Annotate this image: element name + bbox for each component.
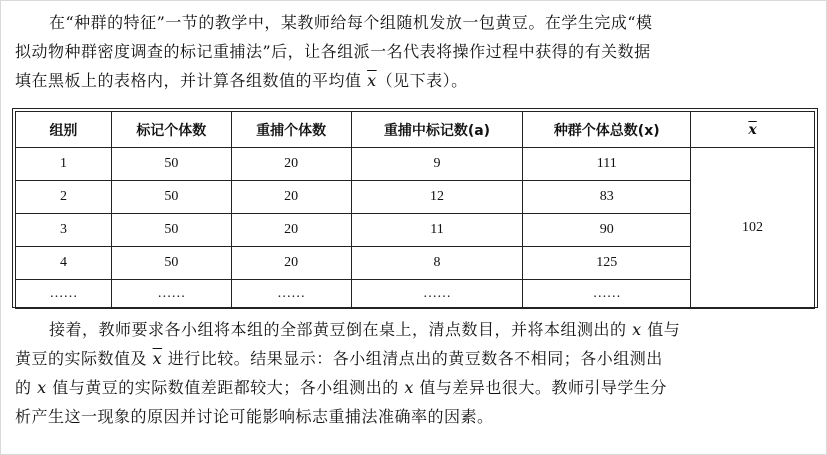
header-total: 种群个体总数(x) — [523, 112, 691, 148]
mean-symbol: $\overline{x}$ — [152, 349, 163, 368]
x-symbol: x — [632, 320, 642, 339]
data-table — [15, 111, 815, 309]
header-marked-in-recapture: 重捕中标记数(a) — [351, 112, 523, 148]
cell-mean: 102 — [691, 148, 815, 309]
cell-marked: 50 — [111, 247, 231, 280]
cell-marked-in-recapture: 12 — [351, 181, 523, 214]
cell-group: 3 — [16, 214, 112, 247]
cell-marked-in-recapture: …… — [351, 280, 523, 309]
intro-line-3 — [15, 66, 815, 95]
cell-group: …… — [16, 280, 112, 309]
cell-marked-in-recapture: 8 — [351, 247, 523, 280]
cell-total: …… — [523, 280, 691, 309]
cell-recaptured: 20 — [231, 247, 351, 280]
cell-total: 125 — [523, 247, 691, 280]
outro-line-3 — [15, 373, 815, 402]
table-header-row — [16, 112, 815, 148]
outro-line-3-text: 的 — [15, 378, 38, 397]
intro-line-2: 拟动物种群密度调查的标记重捕法”后，让各组派一名代表将操作过程中获得的有关数据 — [15, 42, 651, 61]
header-mean: $\overline{x}$ — [691, 112, 815, 148]
cell-recaptured: 20 — [231, 148, 351, 181]
cell-marked: 50 — [111, 148, 231, 181]
cell-total: 83 — [523, 181, 691, 214]
outro-line-2-tail: 进行比较。结果显示：各小组清点出的黄豆数各不相同；各小组测出 — [162, 349, 663, 368]
intro-line-3-tail: （见下表）。 — [376, 71, 468, 90]
outro-line-1-tail: 值与 — [641, 320, 681, 339]
cell-marked-in-recapture: 9 — [351, 148, 523, 181]
cell-recaptured: 20 — [231, 181, 351, 214]
cell-group: 2 — [16, 181, 112, 214]
intro-line-3-text: 填在黑板上的表格内，并计算各组数值的平均值 — [15, 71, 368, 90]
table-row — [16, 148, 815, 181]
cell-group: 4 — [16, 247, 112, 280]
header-group: 组别 — [16, 112, 112, 148]
outro-line-2 — [15, 344, 815, 373]
cell-group: 1 — [16, 148, 112, 181]
cell-marked: 50 — [111, 181, 231, 214]
outro-line-1-text: 接着，教师要求各小组将本组的全部黄豆倒在桌上，清点数目，并将本组测出的 — [49, 320, 633, 339]
cell-recaptured: …… — [231, 280, 351, 309]
outro-line-4: 析产生这一现象的原因并讨论可能影响标志重捕法准确率的因素。 — [15, 407, 494, 426]
outro-line-3-tail: 值与差异也很大。教师引导学生分 — [413, 378, 667, 397]
x-symbol: x — [404, 378, 414, 397]
mean-symbol: $\overline{x}$ — [367, 71, 377, 90]
intro-line-1: 在“种群的特征”一节的教学中，某教师给每个组随机发放一包黄豆。在学生完成“模 — [49, 13, 653, 32]
cell-marked: 50 — [111, 214, 231, 247]
cell-marked-in-recapture: 11 — [351, 214, 523, 247]
outro-line-1 — [15, 315, 815, 344]
x-symbol: x — [37, 378, 47, 397]
header-recaptured: 重捕个体数 — [231, 112, 351, 148]
cell-marked: …… — [111, 280, 231, 309]
outro-line-2-text: 黄豆的实际数值及 — [15, 349, 153, 368]
outro-paragraph — [15, 315, 815, 431]
cell-total: 90 — [523, 214, 691, 247]
cell-total: 111 — [523, 148, 691, 181]
intro-paragraph — [15, 8, 815, 95]
header-marked: 标记个体数 — [111, 112, 231, 148]
outro-line-3-mid: 值与黄豆的实际数值差距都较大；各小组测出的 — [46, 378, 405, 397]
cell-recaptured: 20 — [231, 214, 351, 247]
